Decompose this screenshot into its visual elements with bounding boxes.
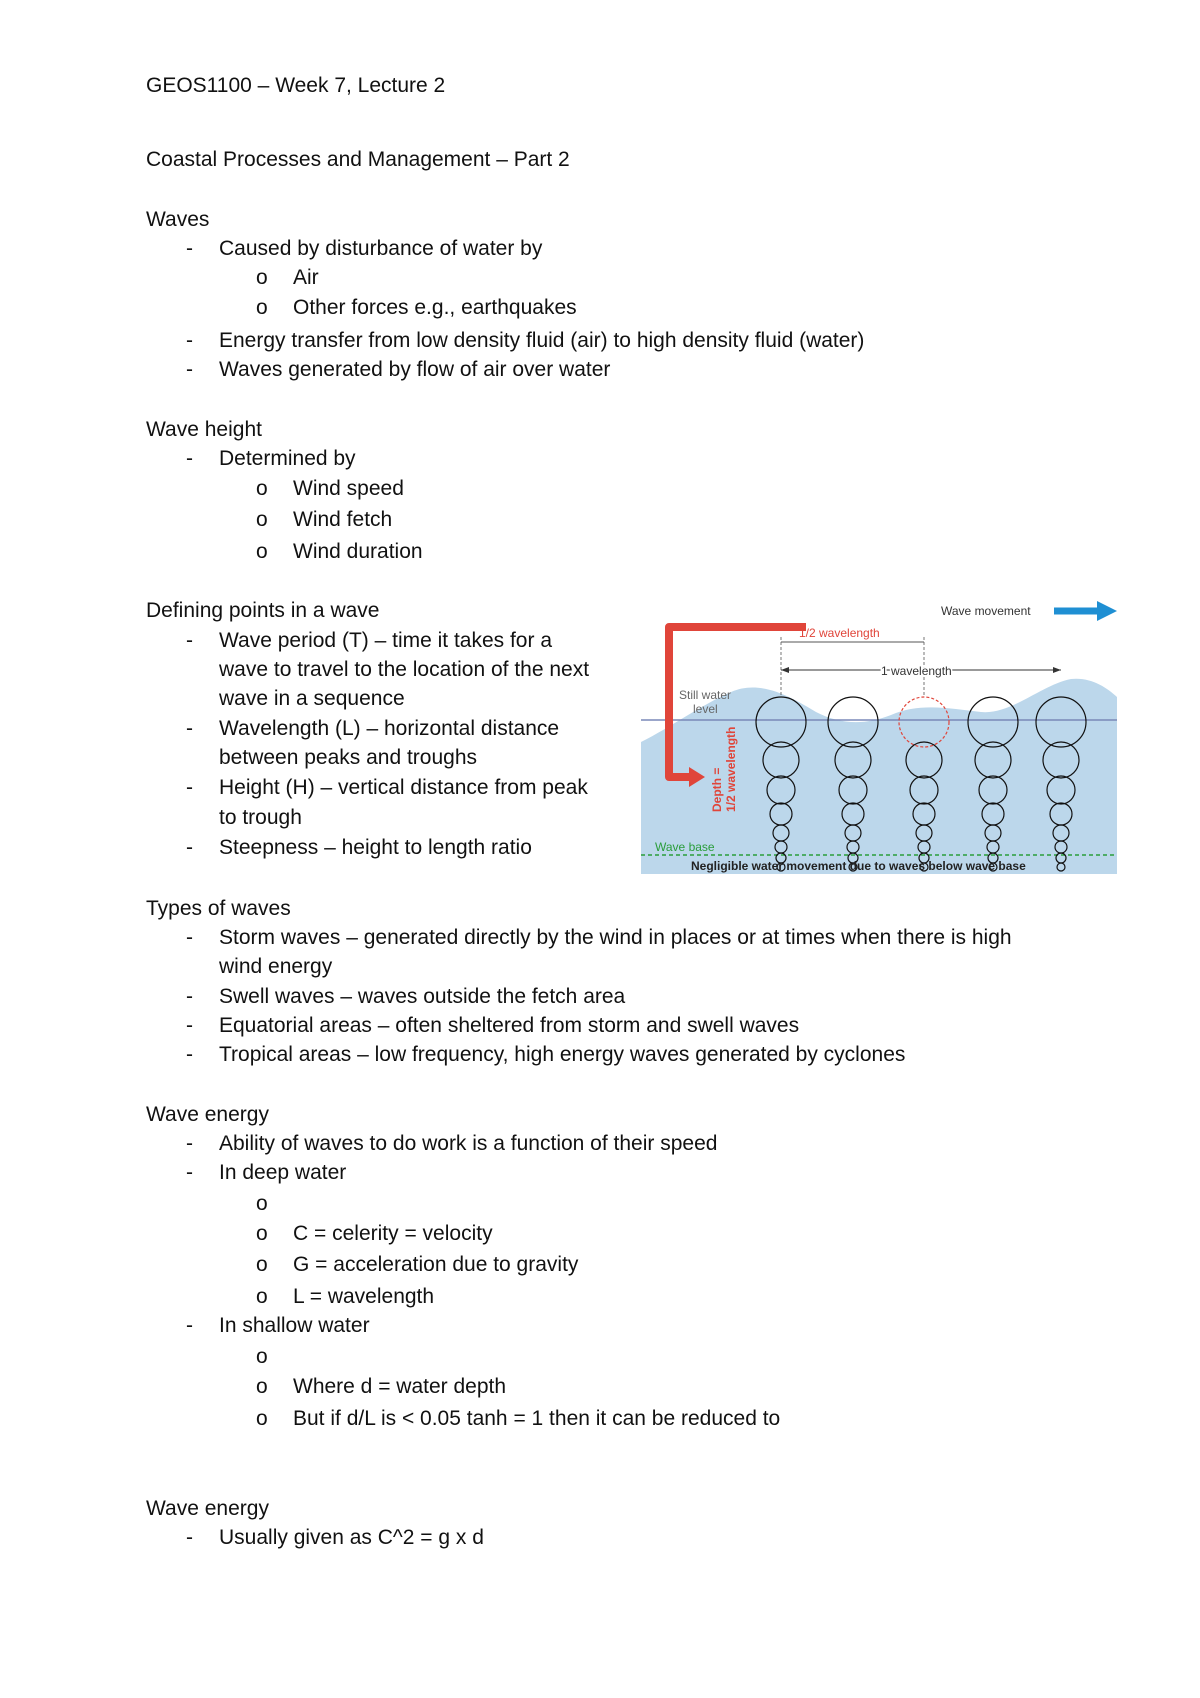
bullet-circle: o bbox=[256, 1285, 268, 1308]
bullet-dash: - bbox=[186, 447, 193, 470]
bullet-circle: o bbox=[256, 1192, 268, 1215]
sub-bullet-text: G = acceleration due to gravity bbox=[293, 1253, 579, 1276]
bullet-circle: o bbox=[256, 266, 268, 289]
bullet-dash: - bbox=[186, 358, 193, 381]
bullet-circle: o bbox=[256, 296, 268, 319]
bullet-dash: - bbox=[186, 985, 193, 1008]
bullet-text-continued: to trough bbox=[219, 806, 302, 829]
bullet-dash: - bbox=[186, 629, 193, 652]
bullet-dash: - bbox=[186, 1526, 193, 1549]
bullet-dash: - bbox=[186, 1132, 193, 1155]
bullet-text: In deep water bbox=[219, 1161, 347, 1184]
bullet-dash: - bbox=[186, 329, 193, 352]
bullet-dash: - bbox=[186, 776, 193, 799]
section-heading-wave-height: Wave height bbox=[146, 418, 262, 441]
sub-bullet-text: Where d = water depth bbox=[293, 1375, 507, 1398]
bullet-text: Wavelength (L) – horizontal distance bbox=[219, 717, 560, 740]
bullet-text-continued: wind energy bbox=[219, 955, 333, 978]
still-water-label-2: level bbox=[693, 702, 718, 716]
bullet-text: Steepness – height to length ratio bbox=[219, 836, 532, 859]
bullet-text: Wave period (T) – time it takes for a bbox=[219, 629, 552, 652]
bullet-text: Equatorial areas – often sheltered from storm and swell waves bbox=[219, 1014, 800, 1037]
bullet-text: Usually given as C^2 = g x d bbox=[219, 1526, 484, 1549]
page-title: Coastal Processes and Management – Part 2 bbox=[146, 148, 570, 171]
section-heading-types-of-waves: Types of waves bbox=[146, 897, 291, 920]
bullet-text-continued: wave to travel to the location of the next bbox=[219, 658, 590, 681]
bullet-dash: - bbox=[186, 1014, 193, 1037]
bullet-text: In shallow water bbox=[219, 1314, 370, 1337]
bullet-circle: o bbox=[256, 1222, 268, 1245]
bullet-text: Determined by bbox=[219, 447, 356, 470]
bullet-circle: o bbox=[256, 540, 268, 563]
wave-movement-label: Wave movement bbox=[941, 604, 1031, 618]
sub-bullet-text: But if d/L is < 0.05 tanh = 1 then it can be reduced to bbox=[293, 1407, 781, 1430]
negligible-movement-label: Negligible water movement due to waves below wave base bbox=[691, 859, 1026, 873]
wave-orbit-diagram bbox=[641, 597, 1117, 874]
bullet-circle: o bbox=[256, 1375, 268, 1398]
bullet-circle: o bbox=[256, 508, 268, 531]
bullet-circle: o bbox=[256, 1407, 268, 1430]
bullet-text: Tropical areas – low frequency, high energy waves generated by cyclones bbox=[219, 1043, 906, 1066]
bullet-dash: - bbox=[186, 717, 193, 740]
bullet-dash: - bbox=[186, 836, 193, 859]
bullet-dash: - bbox=[186, 1314, 193, 1337]
section-heading-wave-energy: Wave energy bbox=[146, 1103, 269, 1126]
arrow-left-tip bbox=[781, 667, 789, 673]
bullet-dash: - bbox=[186, 1043, 193, 1066]
sub-bullet-text: Wind duration bbox=[293, 540, 423, 563]
sub-bullet-text: L = wavelength bbox=[293, 1285, 435, 1308]
bullet-text-continued: between peaks and troughs bbox=[219, 746, 478, 769]
sub-bullet-text: Other forces e.g., earthquakes bbox=[293, 296, 577, 319]
still-water-label-1: Still water bbox=[679, 688, 732, 702]
wave-movement-arrow-head bbox=[1097, 601, 1117, 621]
bullet-text: Height (H) – vertical distance from peak bbox=[219, 776, 588, 799]
bullet-circle: o bbox=[256, 1345, 268, 1368]
half-wavelength-label: 1/2 wavelength bbox=[799, 626, 880, 640]
sub-bullet-text: Wind fetch bbox=[293, 508, 393, 531]
wave-base-label: Wave base bbox=[655, 840, 715, 854]
sub-bullet-text: C = celerity = velocity bbox=[293, 1222, 493, 1245]
bullet-text: Waves generated by flow of air over water bbox=[219, 358, 611, 381]
bullet-text: Swell waves – waves outside the fetch area bbox=[219, 985, 626, 1008]
bullet-dash: - bbox=[186, 1161, 193, 1184]
section-heading-waves: Waves bbox=[146, 208, 210, 231]
sub-bullet-text: Air bbox=[293, 266, 319, 289]
depth-label-2: 1/2 wavelength bbox=[724, 726, 738, 812]
course-line: GEOS1100 – Week 7, Lecture 2 bbox=[146, 74, 446, 97]
bullet-text-continued: wave in a sequence bbox=[219, 687, 405, 710]
section-heading-defining-points: Defining points in a wave bbox=[146, 599, 380, 622]
section-heading-wave-energy-2: Wave energy bbox=[146, 1497, 269, 1520]
sub-bullet-text: Wind speed bbox=[293, 477, 404, 500]
arrow-right-tip bbox=[1053, 667, 1061, 673]
one-wavelength-label: 1 wavelength bbox=[881, 664, 952, 678]
bullet-text: Ability of waves to do work is a function of their speed bbox=[219, 1132, 718, 1155]
bullet-circle: o bbox=[256, 477, 268, 500]
bullet-dash: - bbox=[186, 926, 193, 949]
bullet-circle: o bbox=[256, 1253, 268, 1276]
depth-label-1: Depth = bbox=[710, 767, 724, 812]
bullet-text: Caused by disturbance of water by bbox=[219, 237, 543, 260]
bullet-text: Energy transfer from low density fluid (air) to high density fluid (water) bbox=[219, 329, 865, 352]
bullet-dash: - bbox=[186, 237, 193, 260]
bullet-text: Storm waves – generated directly by the wind in places or at times when there is high bbox=[219, 926, 1012, 949]
